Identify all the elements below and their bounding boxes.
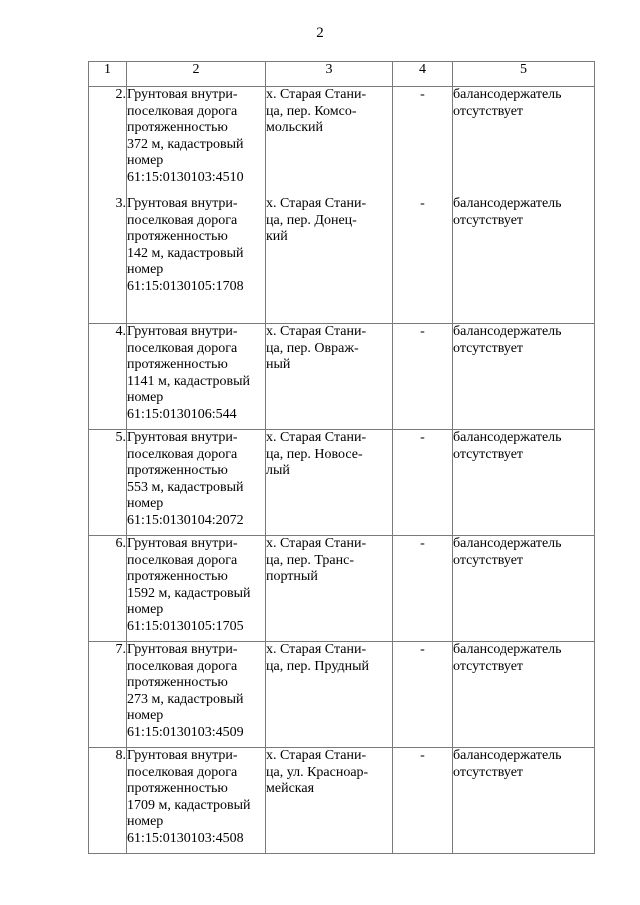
object-name-cell xyxy=(127,430,266,536)
cell-text-line: протяженностью xyxy=(127,229,228,244)
table-row xyxy=(89,642,595,748)
cell-text-line: протяженностью xyxy=(127,120,228,135)
location-cell xyxy=(266,748,393,854)
cell-text-line: х. Старая Стани- xyxy=(266,642,367,657)
cell-text-line: кий xyxy=(266,229,288,244)
cell-text-line: отсутствует xyxy=(453,103,524,119)
cell-text-line: протяженностью xyxy=(127,357,228,372)
entry-block xyxy=(393,196,452,213)
page-number: 2 xyxy=(316,25,324,41)
column-header: 2 xyxy=(127,62,266,87)
table-row xyxy=(89,430,595,536)
entry-block xyxy=(453,748,594,781)
cell-text-line: 372 м, кадастровый xyxy=(127,136,244,152)
entry-block xyxy=(89,196,126,213)
entry-block xyxy=(127,196,265,295)
property-table xyxy=(88,61,595,854)
balance-holder-cell xyxy=(453,430,595,536)
value-cell xyxy=(393,324,453,430)
value-cell xyxy=(393,430,453,536)
cell-text-line: 1709 м, кадастровый xyxy=(127,797,251,813)
cell-text-line: отсутствует xyxy=(453,446,524,462)
cell-text-line: мейская xyxy=(266,781,315,796)
column-header: 1 xyxy=(89,62,127,87)
cell-text-line: 61:15:0130103:4509 xyxy=(127,724,244,740)
object-name-cell xyxy=(127,642,266,748)
item-number-cell xyxy=(89,324,127,430)
item-number: 6. xyxy=(115,536,126,551)
cell-text-line: поселковая дорога xyxy=(127,446,238,462)
item-number-cell xyxy=(89,536,127,642)
entry-block xyxy=(89,748,126,765)
cell-text-line: ца, пер. Комсо- xyxy=(266,103,357,119)
entry-block xyxy=(393,324,452,341)
location-cell xyxy=(266,87,393,324)
cell-text-line: номер xyxy=(127,496,164,511)
cell-text-line: поселковая дорога xyxy=(127,212,238,228)
cell-text-line: Грунтовая внутри- xyxy=(127,196,238,211)
table-row xyxy=(89,748,595,854)
cell-text-line: Грунтовая внутри- xyxy=(127,87,238,102)
cell-value: - xyxy=(420,430,425,445)
cell-text-line: ный xyxy=(266,357,291,372)
entry-block xyxy=(453,536,594,569)
object-name-cell xyxy=(127,748,266,854)
cell-text-line: 273 м, кадастровый xyxy=(127,691,244,707)
cell-text-line: Грунтовая внутри- xyxy=(127,430,238,445)
entry-block xyxy=(89,87,126,104)
cell-text-line: ца, пер. Донец- xyxy=(266,212,357,228)
item-number-cell xyxy=(89,642,127,748)
entry-block xyxy=(453,324,594,357)
object-name-cell xyxy=(127,324,266,430)
location-cell xyxy=(266,324,393,430)
table-row xyxy=(89,324,595,430)
cell-text-line: Грунтовая внутри- xyxy=(127,642,238,657)
cell-text-line: балансодержатель xyxy=(453,196,562,211)
item-number-cell xyxy=(89,430,127,536)
column-header: 5 xyxy=(453,62,595,87)
header-row xyxy=(89,62,595,87)
cell-text-line: 553 м, кадастровый xyxy=(127,479,244,495)
cell-text-line: отсутствует xyxy=(453,212,524,228)
table-body xyxy=(89,87,595,854)
cell-text-line: 61:15:0130105:1705 xyxy=(127,618,244,634)
item-number: 8. xyxy=(115,748,126,763)
cell-text-line: 61:15:0130104:2072 xyxy=(127,512,244,528)
entry-block xyxy=(127,87,265,186)
entry-block xyxy=(393,87,452,104)
cell-value: - xyxy=(420,748,425,763)
column-header: 4 xyxy=(393,62,453,87)
cell-text-line: номер xyxy=(127,602,164,617)
cell-text-line: ца, пер. Новосе- xyxy=(266,446,363,462)
balance-holder-cell xyxy=(453,87,595,324)
cell-text-line: ца, пер. Транс- xyxy=(266,552,355,568)
cell-text-line: отсутствует xyxy=(453,764,524,780)
entry-block xyxy=(266,748,392,798)
location-cell xyxy=(266,430,393,536)
cell-value: - xyxy=(420,324,425,339)
cell-text-line: х. Старая Стани- xyxy=(266,748,367,763)
cell-text-line: номер xyxy=(127,262,164,277)
cell-text-line: х. Старая Стани- xyxy=(266,196,367,211)
balance-holder-cell xyxy=(453,748,595,854)
cell-text-line: Грунтовая внутри- xyxy=(127,536,238,551)
table-row xyxy=(89,536,595,642)
item-number-cell xyxy=(89,87,127,324)
cell-text-line: 61:15:0130106:544 xyxy=(127,406,237,422)
cell-text-line: 61:15:0130103:4510 xyxy=(127,169,244,185)
cell-text-line: ца, ул. Красноар- xyxy=(266,764,369,780)
item-number: 5. xyxy=(115,430,126,445)
cell-text-line: отсутствует xyxy=(453,340,524,356)
cell-text-line: поселковая дорога xyxy=(127,658,238,674)
column-header: 3 xyxy=(266,62,393,87)
cell-text-line: балансодержатель xyxy=(453,748,562,763)
entry-block xyxy=(393,748,452,765)
cell-value: - xyxy=(420,536,425,551)
cell-text-line: балансодержатель xyxy=(453,642,562,657)
balance-holder-cell xyxy=(453,324,595,430)
cell-text-line: 142 м, кадастровый xyxy=(127,245,244,261)
value-cell xyxy=(393,87,453,324)
cell-text-line: ца, пер. Овраж- xyxy=(266,340,359,356)
cell-text-line: портный xyxy=(266,569,318,584)
item-number-cell xyxy=(89,748,127,854)
cell-text-line: лый xyxy=(266,463,290,478)
cell-text-line: 1141 м, кадастровый xyxy=(127,373,250,389)
value-cell xyxy=(393,748,453,854)
cell-text-line: Грунтовая внутри- xyxy=(127,748,238,763)
cell-text-line: номер xyxy=(127,390,164,405)
entry-block xyxy=(453,430,594,463)
entry-block xyxy=(127,324,265,423)
cell-text-line: протяженностью xyxy=(127,569,228,584)
cell-text-line: балансодержатель xyxy=(453,430,562,445)
entry-block xyxy=(89,642,126,659)
value-cell xyxy=(393,536,453,642)
cell-text-line: поселковая дорога xyxy=(127,340,238,356)
entry-block xyxy=(89,430,126,447)
cell-text-line: балансодержатель xyxy=(453,87,562,102)
cell-text-line: поселковая дорога xyxy=(127,764,238,780)
entry-block xyxy=(266,324,392,374)
entry-block xyxy=(266,196,392,246)
entry-block xyxy=(266,642,392,675)
item-number: 3. xyxy=(115,196,126,211)
cell-text-line: протяженностью xyxy=(127,781,228,796)
cell-value: - xyxy=(420,642,425,657)
table-row xyxy=(89,87,595,324)
entry-block xyxy=(266,87,392,137)
table-header xyxy=(89,62,595,87)
entry-block xyxy=(127,536,265,635)
item-number: 2. xyxy=(115,87,126,102)
cell-text-line: х. Старая Стани- xyxy=(266,324,367,339)
entry-block xyxy=(393,430,452,447)
entry-block xyxy=(89,324,126,341)
cell-text-line: номер xyxy=(127,814,164,829)
cell-text-line: х. Старая Стани- xyxy=(266,536,367,551)
cell-text-line: номер xyxy=(127,708,164,723)
cell-text-line: поселковая дорога xyxy=(127,552,238,568)
balance-holder-cell xyxy=(453,536,595,642)
cell-text-line: х. Старая Стани- xyxy=(266,430,367,445)
entry-block xyxy=(127,430,265,529)
cell-value: - xyxy=(420,196,425,211)
cell-value: - xyxy=(420,87,425,102)
value-cell xyxy=(393,642,453,748)
entry-block xyxy=(453,87,594,120)
cell-text-line: 1592 м, кадастровый xyxy=(127,585,251,601)
cell-text-line: номер xyxy=(127,153,164,168)
entry-block xyxy=(393,536,452,553)
entry-block xyxy=(127,748,265,847)
entry-block xyxy=(453,196,594,229)
item-number: 4. xyxy=(115,324,126,339)
object-name-cell xyxy=(127,87,266,324)
location-cell xyxy=(266,536,393,642)
cell-text-line: отсутствует xyxy=(453,552,524,568)
cell-text-line: балансодержатель xyxy=(453,536,562,551)
location-cell xyxy=(266,642,393,748)
cell-text-line: х. Старая Стани- xyxy=(266,87,367,102)
balance-holder-cell xyxy=(453,642,595,748)
entry-block xyxy=(89,536,126,553)
cell-text-line: балансодержатель xyxy=(453,324,562,339)
entry-block xyxy=(393,642,452,659)
cell-text-line: ца, пер. Прудный xyxy=(266,658,369,674)
cell-text-line: 61:15:0130103:4508 xyxy=(127,830,244,846)
cell-text-line: протяженностью xyxy=(127,675,228,690)
cell-text-line: поселковая дорога xyxy=(127,103,238,119)
cell-text-line: 61:15:0130105:1708 xyxy=(127,278,244,294)
entry-block xyxy=(266,430,392,480)
entry-block xyxy=(266,536,392,586)
object-name-cell xyxy=(127,536,266,642)
entry-block xyxy=(453,642,594,675)
cell-text-line: мольский xyxy=(266,120,324,135)
cell-text-line: протяженностью xyxy=(127,463,228,478)
entry-block xyxy=(127,642,265,741)
item-number: 7. xyxy=(115,642,126,657)
cell-text-line: отсутствует xyxy=(453,658,524,674)
cell-text-line: Грунтовая внутри- xyxy=(127,324,238,339)
